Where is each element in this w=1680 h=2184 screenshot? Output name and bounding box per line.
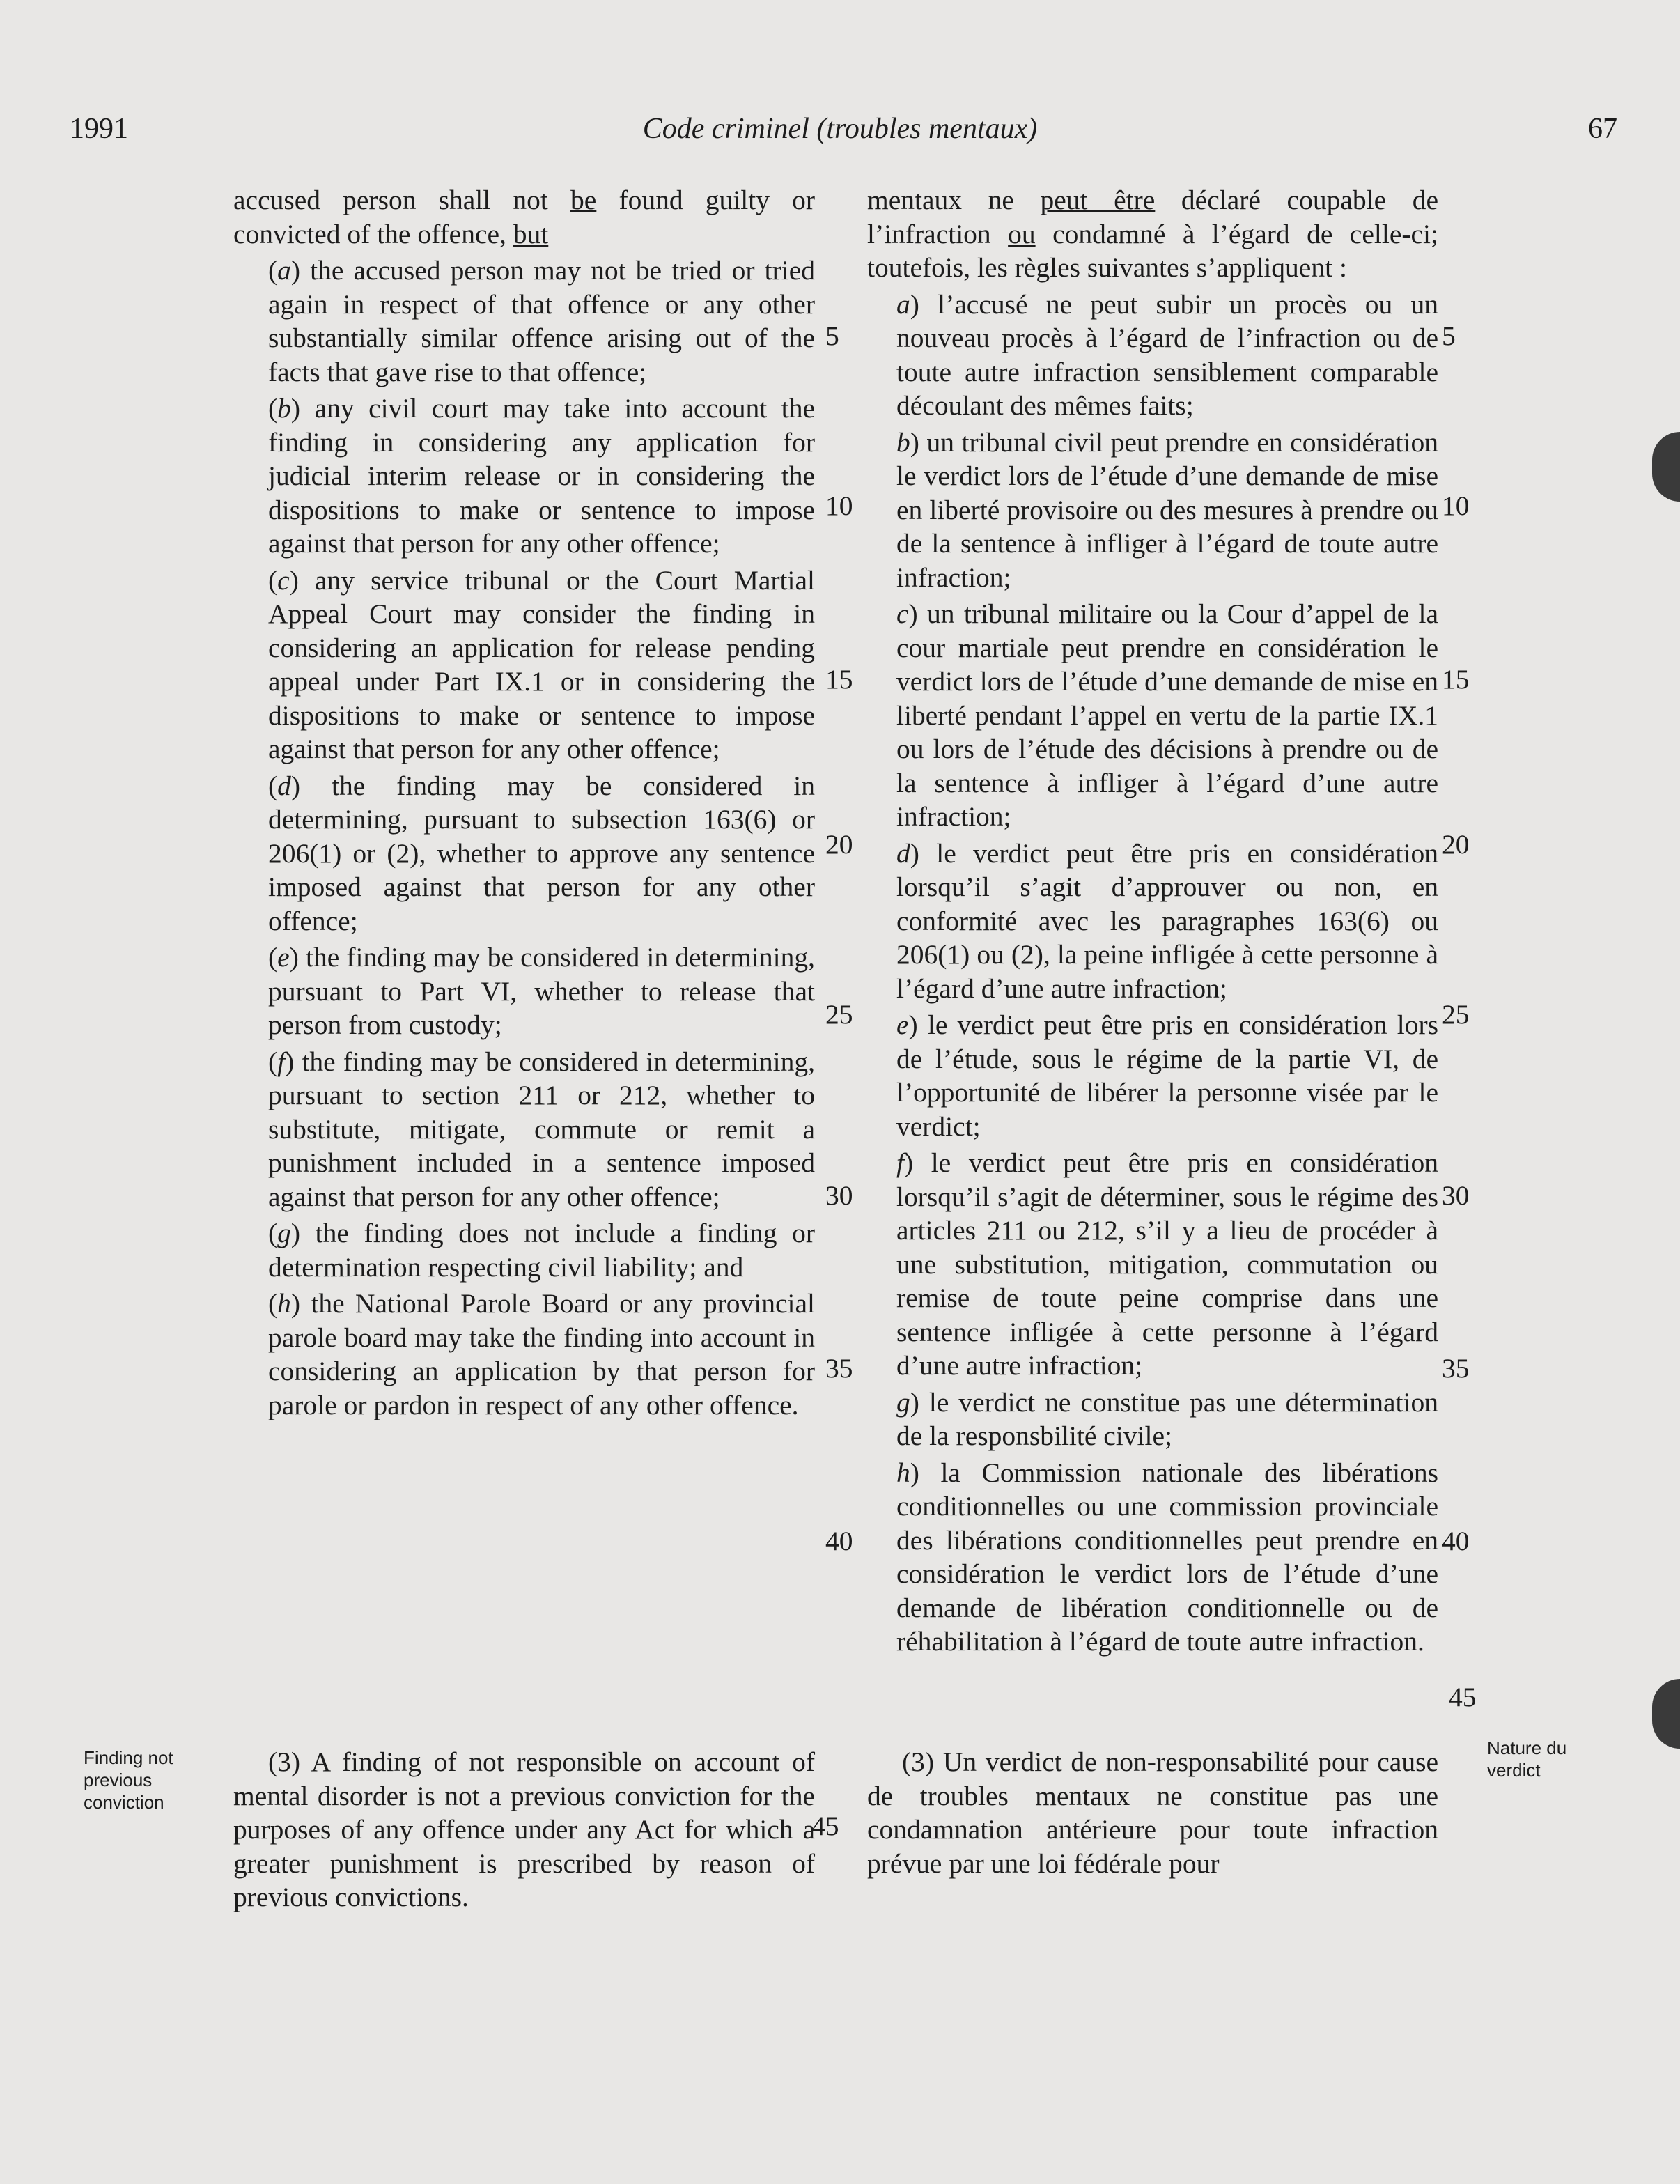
line-number-fr: 40 — [1442, 1526, 1470, 1556]
line-number-en: 45 — [811, 1811, 839, 1841]
en-item-a: (a) the accused person may not be tried or tried again in respect of that offence or any other substantially similar offence arising out of the facts that gave rise to that offence; — [268, 255, 815, 387]
line-number-fr: 45 — [1449, 1682, 1477, 1712]
en-item-e: (e) the finding may be considered in determining, pursuant to Part VI, whether to release that person from custody; — [268, 942, 815, 1040]
en-item-h: (h) the National Parole Board or any provincial parole board may take the finding into account in considering an application by that person for parole or pardon in respect of any other offence. — [268, 1288, 815, 1420]
en-item-f: (f) the finding may be considered in determining, pursuant to section 211 or 212, whether to substitute, mitigate, commute or remit a punishment included in a sentence imposed against that person for any other offence; — [268, 1046, 815, 1212]
line-number-fr: 25 — [1442, 999, 1470, 1030]
en-item-d: (d) the finding may be considered in determining, pursuant to subsection 163(6) or 206(1) or (2), whether to approve any sentence imposed against that person for any other offence; — [268, 770, 815, 936]
line-number-en: 10 — [825, 490, 853, 521]
en-item-c: (c) any service tribunal or the Court Martial Appeal Court may consider the finding in considering an application for release pending appeal under Part IX.1 or in considering the dispositions to make or sentence to impose against that person for any other offence; — [268, 564, 815, 764]
en-item-b: (b) any civil court may take into account the finding in considering any application for judicial interim release or in considering the dispositions to make or sentence to impose against that person for any other offence; — [268, 393, 815, 559]
line-number-en: 35 — [825, 1353, 853, 1384]
line-number-en: 15 — [825, 664, 853, 695]
margin-note-fr: Nature du verdict — [1487, 1737, 1567, 1781]
line-number-en: 25 — [825, 999, 853, 1030]
line-number-fr: 35 — [1442, 1353, 1470, 1384]
english-column — [233, 183, 815, 1422]
line-number-en: 20 — [825, 829, 853, 860]
line-number-fr: 15 — [1442, 664, 1470, 695]
header-year: 1991 — [70, 113, 128, 145]
en-intro: accused person shall not be found guilty or convicted of the offence, but — [233, 185, 816, 249]
line-number-en: 40 — [825, 1526, 853, 1556]
margin-note-en: Finding not previous conviction — [84, 1747, 173, 1813]
fr-item-b: b) un tribunal civil peut prendre en considération le verdict lors de l’étude d’une demande de mise en liberté provisoire ou des mesures à prendre ou de la sentence à infliger à l’égard de toute autre infraction; — [896, 426, 1438, 593]
binder-tab-bottom — [1652, 1679, 1680, 1749]
fr-item-g: g) le verdict ne constitue pas une détermination de la responsbilité civile; — [896, 1386, 1438, 1451]
line-number-en: 5 — [825, 320, 839, 351]
en-item-g: (g) the finding does not include a finding or determination respecting civil liability; and — [268, 1218, 815, 1283]
fr-item-e: e) le verdict peut être pris en considération lors de l’étude, sous le régime de la partie VI, de l’opportunité de libérer la personne visée par le verdict; — [896, 1009, 1438, 1142]
fr-item-a: a) l’accusé ne peut subir un procès ou un nouveau procès à l’égard de l’infraction ou de toute autre infraction sensiblement comparable découlant des mêmes faits; — [896, 288, 1438, 421]
line-number-fr: 10 — [1442, 490, 1470, 521]
fr-paragraph-3: (3) Un verdict de non-responsabilité pour cause de troubles mentaux ne constitue pas une condamnation antérieure pour toute infraction prévue par une loi fédérale pour — [867, 1747, 1438, 1879]
binder-tab-top — [1652, 432, 1680, 502]
en-paragraph-3: (3) A finding of not responsible on account of mental disorder is not a previous conviction for the purposes of any offence under any Act for which a greater punishment is prescribed by reason of previous convictions. — [233, 1747, 815, 1912]
line-number-fr: 5 — [1442, 320, 1456, 351]
fr-item-d: d) le verdict peut être pris en considération lorsqu’il s’agit d’approuver ou non, en conformité avec les paragraphes 163(6) ou 206(1) ou (2), la peine infligée à cette personne à l’égard d’une autre infraction; — [896, 837, 1438, 1004]
fr-item-h: h) la Commission nationale des libérations conditionnelles ou une commission provinciale des libérations conditionnelles peut prendre en considération le verdict lors de l’étude d’une demande de libération conditionnelle ou de réhabilitation à l’égard de toute autre infraction. — [896, 1457, 1438, 1657]
french-column — [867, 183, 1438, 1659]
fr-item-c: c) un tribunal militaire ou la Cour d’appel de la cour martiale peut prendre en considération le verdict lors de l’étude d’une demande de mise en liberté pendant l’appel en vertu de la partie IX.1 ou lors de l’étude des décisions à prendre ou de la sentence à infliger à l’égard d’une autre infraction; — [896, 598, 1438, 832]
line-number-en: 30 — [825, 1180, 853, 1211]
fr-intro: mentaux ne peut être déclaré coupable de l’infraction ou condamné à l’égard de celle-ci; toutefois, les règles suivantes s’appliquent : — [867, 185, 1439, 283]
fr-item-f: f) le verdict peut être pris en considération lorsqu’il s’agit de déterminer, sous le régime des articles 211 ou 212, s’il y a lieu de procéder à une substitution, mitigation, commutation ou remise de toute peine comprise dans une sentence infligée à cette personne à l’égard d’une autre infraction; — [896, 1147, 1438, 1381]
line-number-fr: 20 — [1442, 829, 1470, 860]
line-number-fr: 30 — [1442, 1180, 1470, 1211]
page-number: 67 — [1588, 113, 1617, 145]
header-title: Code criminel (troubles mentaux) — [642, 113, 1038, 145]
